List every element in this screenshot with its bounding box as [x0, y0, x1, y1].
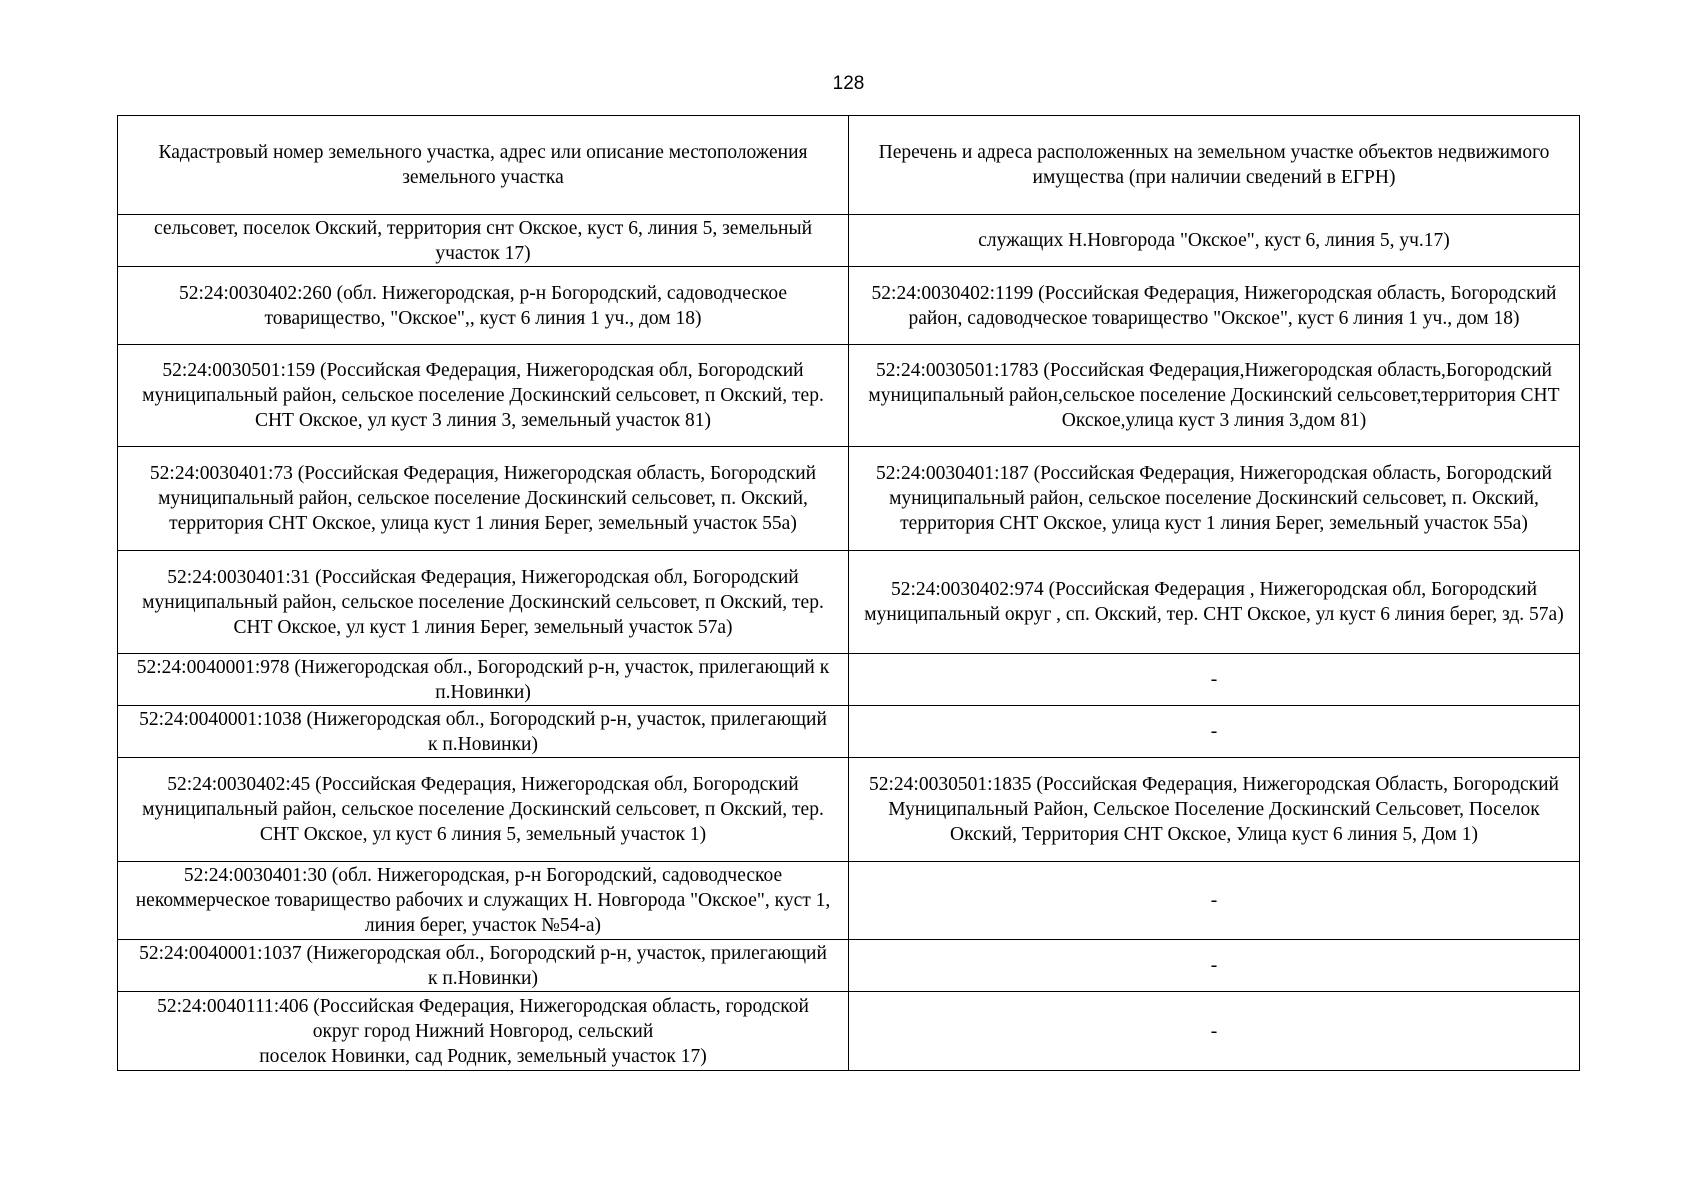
objects-cell: -	[849, 992, 1580, 1071]
plot-cell: 52:24:0040001:978 (Нижегородская обл., Богородский р-н, участок, прилегающий к п.Новинки)	[118, 654, 849, 706]
objects-cell: -	[849, 862, 1580, 940]
table-row	[118, 345, 1580, 447]
objects-cell: служащих Н.Новгорода "Окское", куст 6, линия 5, уч.17)	[849, 215, 1580, 267]
table-row	[118, 447, 1580, 551]
objects-cell: 52:24:0030402:1199 (Российская Федерация, Нижегородская область, Богородский район, садоводческое товарищество "Окское", куст 6 линия 1 уч., дом 18)	[849, 267, 1580, 345]
page-number: 128	[832, 73, 865, 94]
objects-cell: -	[849, 940, 1580, 992]
table-row	[118, 215, 1580, 267]
plot-cell: 52:24:0040111:406 (Российская Федерация, Нижегородская область, городской округ город Нижний Новгород, сельский поселок Новинки, сад Родник, земельный участок 17)	[118, 992, 849, 1071]
table-header-row	[118, 116, 1580, 215]
column-header-objects: Перечень и адреса расположенных на земельном участке объектов недвижимого имущества (при наличии сведений в ЕГРН)	[849, 116, 1580, 215]
plot-cell: 52:24:0030401:31 (Российская Федерация, Нижегородская обл, Богородский муниципальный район, сельское поселение Доскинский сельсовет, п Окский, тер. СНТ Окское, ул куст 1 линия Берег, земельный участок 57а)	[118, 551, 849, 654]
objects-cell: 52:24:0030501:1835 (Российская Федерация, Нижегородская Область, Богородский Муниципальный Район, Сельское Поселение Доскинский Сельсовет, Поселок Окский, Территория СНТ Окское, Улица куст 6 линия 5, Дом 1)	[849, 758, 1580, 862]
objects-cell: 52:24:0030402:974 (Российская Федерация , Нижегородская обл, Богородский муниципальный округ , сп. Окский, тер. СНТ Окское, ул куст 6 линия берег, зд. 57а)	[849, 551, 1580, 654]
table-row	[118, 706, 1580, 758]
plot-cell: 52:24:0040001:1037 (Нижегородская обл., Богородский р-н, участок, прилегающий к п.Новинки)	[118, 940, 849, 992]
plot-cell: 52:24:0030402:45 (Российская Федерация, Нижегородская обл, Богородский муниципальный район, сельское поселение Доскинский сельсовет, п Окский, тер. СНТ Окское, ул куст 6 линия 5, земельный участок 1)	[118, 758, 849, 862]
objects-cell: 52:24:0030501:1783 (Российская Федерация,Нижегородская область,Богородский муниципальный район,сельское поселение Доскинский сельсовет,территория СНТ Окское,улица куст 3 линия 3,дом 81)	[849, 345, 1580, 447]
table-row	[118, 940, 1580, 992]
plot-cell: 52:24:0040001:1038 (Нижегородская обл., Богородский р-н, участок, прилегающий к п.Новинки)	[118, 706, 849, 758]
table-row	[118, 862, 1580, 940]
plot-cell: 52:24:0030501:159 (Российская Федерация, Нижегородская обл, Богородский муниципальный район, сельское поселение Доскинский сельсовет, п Окский, тер. СНТ Окское, ул куст 3 линия 3, земельный участок 81)	[118, 345, 849, 447]
table-row	[118, 551, 1580, 654]
table-row	[118, 992, 1580, 1071]
table-row	[118, 267, 1580, 345]
column-header-plot: Кадастровый номер земельного участка, адрес или описание местоположения земельного участка	[118, 116, 849, 215]
plot-cell: 52:24:0030401:73 (Российская Федерация, Нижегородская область, Богородский муниципальный район, сельское поселение Доскинский сельсовет, п. Окский, территория СНТ Окское, улица куст 1 линия Берег, земельный участок 55а)	[118, 447, 849, 551]
plot-cell: 52:24:0030402:260 (обл. Нижегородская, р-н Богородский, садоводческое товарищество, "Окское",, куст 6 линия 1 уч., дом 18)	[118, 267, 849, 345]
table-row	[118, 654, 1580, 706]
objects-cell: -	[849, 654, 1580, 706]
plot-cell: сельсовет, поселок Окский, территория снт Окское, куст 6, линия 5, земельный участок 17)	[118, 215, 849, 267]
land-plots-table	[117, 115, 1580, 1071]
plot-cell: 52:24:0030401:30 (обл. Нижегородская, р-н Богородский, садоводческое некоммерческое товарищество рабочих и служащих Н. Новгорода "Окское", куст 1, линия берег, участок №54-а)	[118, 862, 849, 940]
objects-cell: -	[849, 706, 1580, 758]
table-row	[118, 758, 1580, 862]
objects-cell: 52:24:0030401:187 (Российская Федерация, Нижегородская область, Богородский муниципальный район, сельское поселение Доскинский сельсовет, п. Окский, территория СНТ Окское, улица куст 1 линия Берег, земельный участок 55а)	[849, 447, 1580, 551]
